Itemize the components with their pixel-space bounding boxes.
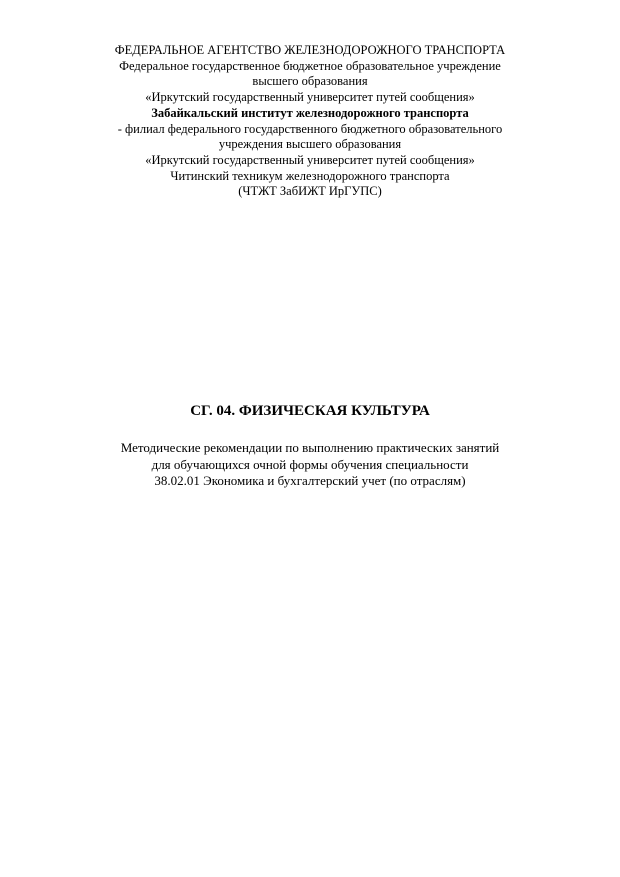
subtitle-line-3: 38.02.01 Экономика и бухгалтерский учет (по отраслям) (154, 473, 466, 488)
subtitle-line-1: Методические рекомендации по выполнению практических занятий (120, 440, 500, 455)
institution-type-line-1: Федеральное государственное бюджетное образовательное учреждение (119, 58, 501, 73)
institute-name: Забайкальский институт железнодорожного транспорта (151, 105, 469, 120)
institution-type-line-2: высшего образования (252, 74, 368, 89)
branch-line-1: - филиал федерального государственного бюджетного образовательного (117, 121, 503, 136)
college-abbreviation: (ЧТЖТ ЗабИЖТ ИрГУПС) (238, 184, 382, 199)
university-name: «Иркутский государственный университет путей сообщения» (145, 90, 475, 105)
title-page-header (60, 43, 560, 200)
document-subtitle (60, 440, 560, 490)
university-name-repeat: «Иркутский государственный университет путей сообщения» (145, 152, 475, 167)
branch-line-2: учреждения высшего образования (218, 137, 402, 152)
college-name: Читинский техникум железнодорожного транспорта (170, 168, 450, 183)
agency-name: ФЕДЕРАЛЬНОЕ АГЕНТСТВО ЖЕЛЕЗНОДОРОЖНОГО ТРАНСПОРТА (114, 43, 506, 57)
document-title: СГ. 04. ФИЗИЧЕСКАЯ КУЛЬТУРА (190, 403, 430, 419)
subtitle-line-2: для обучающихся очной формы обучения специальности (151, 456, 469, 472)
